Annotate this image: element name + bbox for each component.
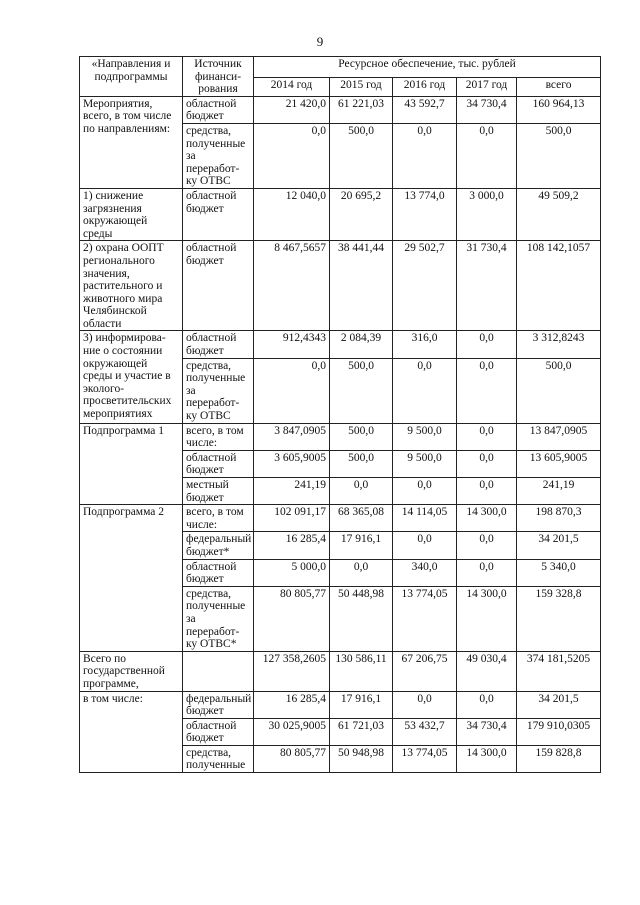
row-group-label: Всего по государственной программе, — [80, 651, 183, 691]
funding-source: местный бюджет — [183, 478, 254, 505]
table-row — [80, 188, 601, 240]
year-value: 912,4343 — [254, 331, 330, 358]
total-value: 13 847,0905 — [517, 423, 601, 450]
year-value: 34 730,4 — [457, 718, 517, 745]
table-row — [80, 505, 601, 532]
year-value: 0,0 — [393, 123, 457, 188]
year-value: 16 285,4 — [254, 532, 330, 559]
total-value: 374 181,5205 — [517, 651, 601, 691]
year-value: 130 586,11 — [330, 651, 393, 691]
funding-source: областной бюджет — [183, 188, 254, 240]
funding-source: средства, полученные за переработ-ку ОТВС — [183, 358, 254, 423]
year-value: 0,0 — [457, 123, 517, 188]
year-value: 2 084,39 — [330, 331, 393, 358]
year-value: 500,0 — [330, 423, 393, 450]
year-value: 9 500,0 — [393, 423, 457, 450]
year-value: 30 025,9005 — [254, 718, 330, 745]
year-value: 0,0 — [457, 478, 517, 505]
total-value: 49 509,2 — [517, 188, 601, 240]
year-value: 61 721,03 — [330, 718, 393, 745]
total-value: 5 340,0 — [517, 559, 601, 586]
year-value: 500,0 — [330, 358, 393, 423]
page-number: 9 — [316, 34, 324, 49]
funding-source: областной бюджет — [183, 241, 254, 331]
row-group-label: 2) охрана ООПТ регионального значения, растительного и животного мира Челябинской области — [80, 241, 183, 331]
total-value: 108 142,1057 — [517, 241, 601, 331]
year-value: 0,0 — [457, 358, 517, 423]
total-value: 500,0 — [517, 358, 601, 423]
year-value: 0,0 — [393, 358, 457, 423]
total-value: 13 605,9005 — [517, 450, 601, 477]
header-row — [80, 57, 601, 78]
funding-source: средства, полученные — [183, 745, 254, 772]
total-value: 159 828,8 — [517, 745, 601, 772]
year-value: 50 948,98 — [330, 745, 393, 772]
year-value: 3 847,0905 — [254, 423, 330, 450]
total-value: 3 312,8243 — [517, 331, 601, 358]
header-year: 2015 год — [330, 77, 393, 96]
funding-source: областной бюджет — [183, 331, 254, 358]
year-value: 16 285,4 — [254, 691, 330, 718]
year-value: 0,0 — [393, 532, 457, 559]
year-value: 0,0 — [254, 123, 330, 188]
year-value: 38 441,44 — [330, 241, 393, 331]
year-value: 241,19 — [254, 478, 330, 505]
year-value: 5 000,0 — [254, 559, 330, 586]
funding-source: всего, в том числе: — [183, 505, 254, 532]
funding-source: всего, в том числе: — [183, 423, 254, 450]
year-value: 0,0 — [457, 532, 517, 559]
funding-source: областной бюджет — [183, 718, 254, 745]
year-value: 3 605,9005 — [254, 450, 330, 477]
year-value: 53 432,7 — [393, 718, 457, 745]
table-row — [80, 651, 601, 691]
total-value: 198 870,3 — [517, 505, 601, 532]
year-value: 3 000,0 — [457, 188, 517, 240]
year-value: 34 730,4 — [457, 96, 517, 123]
year-value: 14 300,0 — [457, 745, 517, 772]
year-value: 68 365,08 — [330, 505, 393, 532]
year-value: 500,0 — [330, 450, 393, 477]
year-value: 9 500,0 — [393, 450, 457, 477]
header-year: 2014 год — [254, 77, 330, 96]
row-group-label: в том числе: — [80, 691, 183, 773]
total-value: 500,0 — [517, 123, 601, 188]
table-row — [80, 423, 601, 450]
year-value: 0,0 — [254, 358, 330, 423]
year-value: 0,0 — [330, 478, 393, 505]
year-value: 49 030,4 — [457, 651, 517, 691]
year-value: 17 916,1 — [330, 691, 393, 718]
funding-source: областной бюджет — [183, 450, 254, 477]
year-value: 43 592,7 — [393, 96, 457, 123]
row-group-label: Мероприятия, всего, в том числе по направлениям: — [80, 96, 183, 188]
year-value: 316,0 — [393, 331, 457, 358]
year-value: 102 091,17 — [254, 505, 330, 532]
year-value: 14 300,0 — [457, 586, 517, 651]
year-value: 17 916,1 — [330, 532, 393, 559]
year-value: 0,0 — [457, 691, 517, 718]
row-group-label: Подпрограмма 1 — [80, 423, 183, 505]
resource-table — [79, 56, 601, 773]
table-row — [80, 691, 601, 718]
table-body — [80, 96, 601, 772]
table-row — [80, 241, 601, 331]
year-value: 500,0 — [330, 123, 393, 188]
funding-source: федеральный бюджет — [183, 691, 254, 718]
header-direction: «Направления и подпрограммы — [80, 57, 183, 97]
year-value: 0,0 — [457, 423, 517, 450]
year-value: 0,0 — [457, 559, 517, 586]
header-resources: Ресурсное обеспечение, тыс. рублей — [254, 57, 601, 78]
total-value: 159 328,8 — [517, 586, 601, 651]
total-value: 34 201,5 — [517, 532, 601, 559]
funding-source — [183, 651, 254, 691]
year-value: 29 502,7 — [393, 241, 457, 331]
funding-source: средства, полученные за переработ-ку ОТВС* — [183, 586, 254, 651]
table-row — [80, 331, 601, 358]
total-value: 241,19 — [517, 478, 601, 505]
year-value: 0,0 — [330, 559, 393, 586]
year-value: 0,0 — [393, 691, 457, 718]
total-value: 34 201,5 — [517, 691, 601, 718]
row-group-label: 3) информирова-ние о состоянии окружающей среды и участие в эколого-просветительских мероприятиях — [80, 331, 183, 423]
total-value: 160 964,13 — [517, 96, 601, 123]
year-value: 31 730,4 — [457, 241, 517, 331]
table-row — [80, 96, 601, 123]
year-value: 127 358,2605 — [254, 651, 330, 691]
funding-source: средства, полученные за переработ-ку ОТВС — [183, 123, 254, 188]
year-value: 14 114,05 — [393, 505, 457, 532]
year-value: 67 206,75 — [393, 651, 457, 691]
year-value: 13 774,0 — [393, 188, 457, 240]
year-value: 20 695,2 — [330, 188, 393, 240]
year-value: 13 774,05 — [393, 586, 457, 651]
year-value: 80 805,77 — [254, 586, 330, 651]
header-year: 2016 год — [393, 77, 457, 96]
year-value: 13 774,05 — [393, 745, 457, 772]
year-value: 21 420,0 — [254, 96, 330, 123]
year-value: 14 300,0 — [457, 505, 517, 532]
year-value: 12 040,0 — [254, 188, 330, 240]
year-value: 340,0 — [393, 559, 457, 586]
year-value: 8 467,5657 — [254, 241, 330, 331]
year-value: 0,0 — [393, 478, 457, 505]
year-value: 80 805,77 — [254, 745, 330, 772]
year-value: 50 448,98 — [330, 586, 393, 651]
row-group-label: Подпрограмма 2 — [80, 505, 183, 652]
header-total: всего — [517, 77, 601, 96]
year-value: 0,0 — [457, 450, 517, 477]
funding-source: областной бюджет — [183, 559, 254, 586]
year-value: 61 221,03 — [330, 96, 393, 123]
header-year: 2017 год — [457, 77, 517, 96]
total-value: 179 910,0305 — [517, 718, 601, 745]
year-value: 0,0 — [457, 331, 517, 358]
row-group-label: 1) снижение загрязнения окружающей среды — [80, 188, 183, 240]
funding-source: областной бюджет — [183, 96, 254, 123]
funding-source: федеральный бюджет* — [183, 532, 254, 559]
header-source: Источник финанси-рования — [183, 57, 254, 97]
